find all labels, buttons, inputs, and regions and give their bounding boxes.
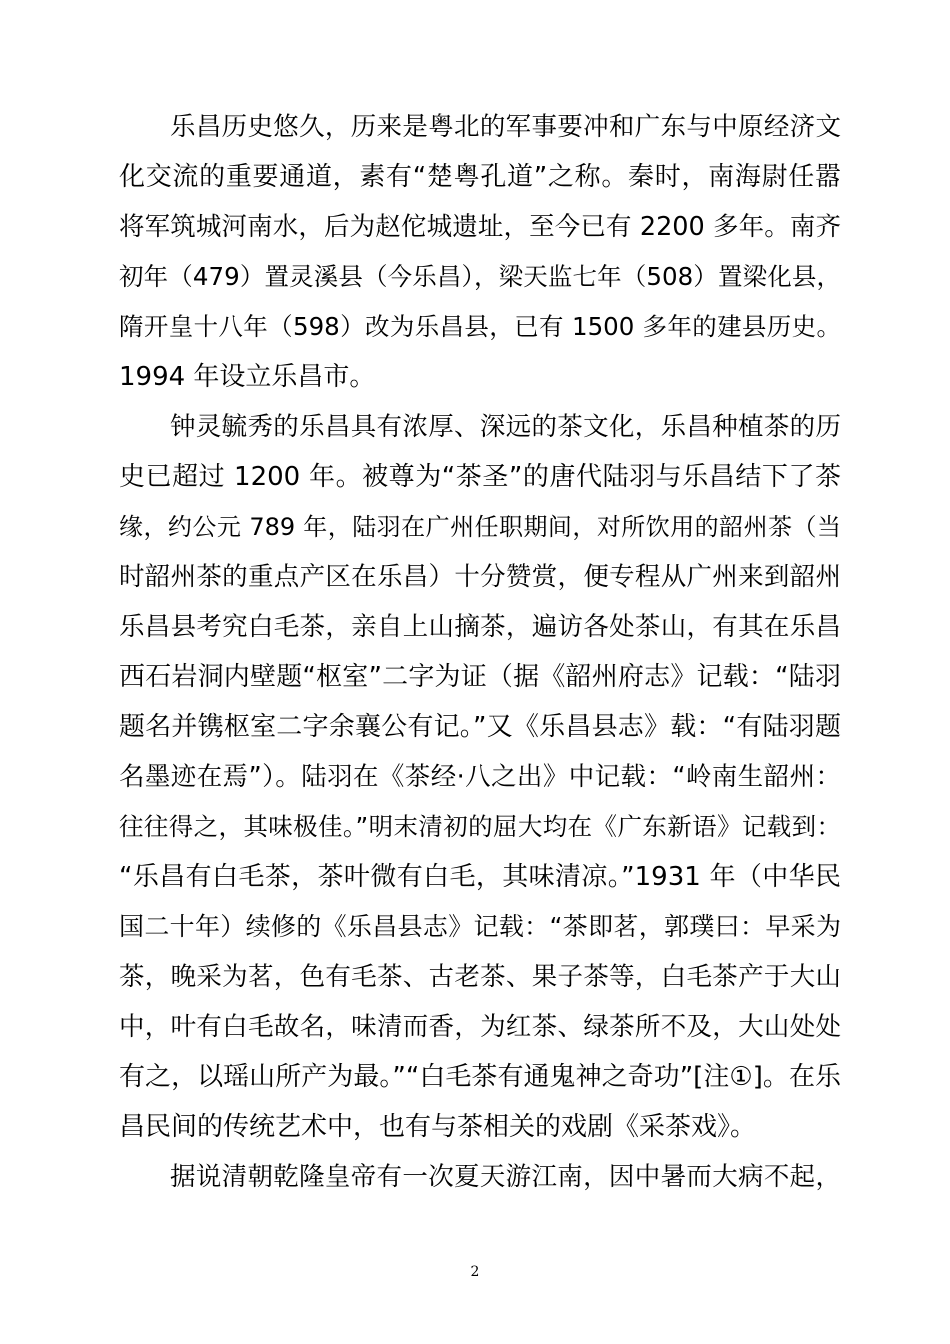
- paragraph-1-line-2: 化交流的重要通道，素有“楚粤孔道”之称。秦时，南海尉任嚣: [119, 162, 841, 192]
- paragraph-2-line-13: 中，叶有白毛故名，味清而香，为红茶、绿茶所不及，大山处处: [119, 1012, 841, 1042]
- paragraph-2-line-1: 钟灵毓秀的乐昌具有浓厚、深远的茶文化，乐昌种植茶的历: [170, 412, 841, 442]
- paragraph-2-line-15: 昌民间的传统艺术中，也有与茶相关的戏剧《采茶戏》。: [119, 1112, 757, 1142]
- paragraph-2-line-6: 西石岩洞内壁题“枢室”二字为证（据《韶州府志》记载：“陆羽: [119, 662, 841, 692]
- paragraph-3-line-1: 据说清朝乾隆皇帝有一次夏天游江南，因中暑而大病不起，: [170, 1162, 841, 1192]
- paragraph-1-line-6: 1994 年设立乐昌市。: [119, 362, 376, 392]
- paragraph-2-line-5: 乐昌县考究白毛茶，亲自上山摘茶，遍访各处茶山，有其在乐昌: [119, 612, 841, 642]
- paragraph-2-line-9: 往往得之，其味极佳。”明末清初的屈大均在《广东新语》记载到：: [119, 812, 841, 841]
- paragraph-2-line-8: 名墨迹在焉”）。陆羽在《茶经·八之出》中记载：“岭南生韶州：: [119, 762, 841, 792]
- paragraph-1-line-3: 将军筑城河南水，后为赵佗城遗址，至今已有 2200 多年。南齐: [119, 212, 841, 242]
- paragraph-2-line-10: “乐昌有白毛茶，茶叶微有白毛，其味清凉。”1931 年（中华民: [119, 862, 841, 892]
- paragraph-2-line-11: 国二十年）续修的《乐昌县志》记载：“茶即茗，郭璞曰：早采为: [119, 912, 841, 941]
- page-number: 2: [470, 1264, 480, 1280]
- paragraph-2-line-7: 题名并镌枢室二字余襄公有记。”又《乐昌县志》载：“有陆羽题: [119, 712, 841, 742]
- paragraph-2-line-12: 茶，晚采为茗，色有毛茶、古老茶、果子茶等，白毛茶产于大山: [119, 962, 841, 992]
- paragraph-2-line-3: 缘，约公元 789 年，陆羽在广州任职期间，对所饮用的韶州茶（当: [119, 513, 841, 541]
- paragraph-2-line-4: 时韶州茶的重点产区在乐昌）十分赞赏，便专程从广州来到韶州: [119, 562, 841, 592]
- paragraph-2-line-2: 史已超过 1200 年。被尊为“茶圣”的唐代陆羽与乐昌结下了茶: [119, 462, 841, 492]
- paragraph-1-line-4: 初年（479）置灵溪县（今乐昌），梁天监七年（508）置梁化县，: [119, 262, 841, 291]
- paragraph-1-line-1: 乐昌历史悠久，历来是粤北的军事要冲和广东与中原经济文: [170, 112, 841, 142]
- paragraph-1-line-5: 隋开皇十八年（598）改为乐昌县，已有 1500 多年的建县历史。: [119, 312, 841, 341]
- paragraph-2-line-14: 有之，以瑶山所产为最。”“白毛茶有通鬼神之奇功”[注①]。在乐: [119, 1062, 841, 1092]
